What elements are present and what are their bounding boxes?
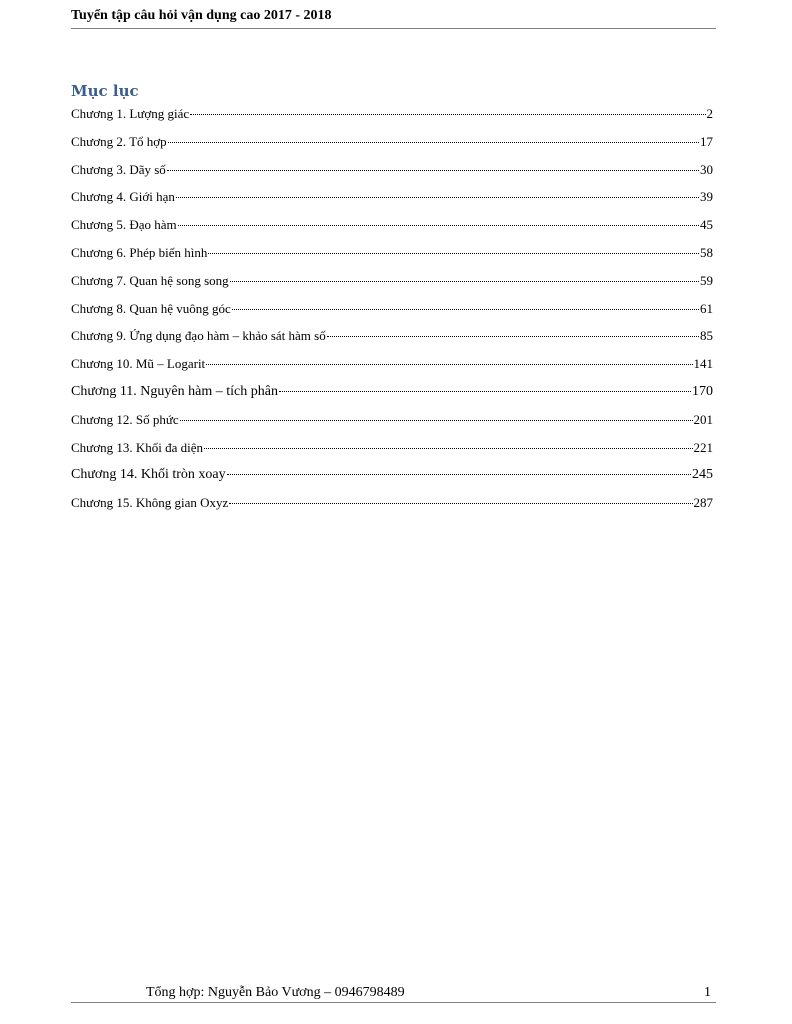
toc-entry-chapter-6[interactable] xyxy=(71,243,713,271)
toc-dot-leader xyxy=(327,335,699,337)
toc-dot-leader xyxy=(176,196,699,198)
header-divider xyxy=(71,28,716,29)
toc-dot-leader xyxy=(180,419,693,421)
toc-entry-page: 141 xyxy=(693,356,713,372)
toc-entry-chapter-1[interactable] xyxy=(71,104,713,132)
toc-dot-leader xyxy=(227,473,691,475)
toc-entry-page: 85 xyxy=(700,328,713,344)
toc-entry-page: 221 xyxy=(693,439,713,455)
toc-entry-label: Chương 5. Đạo hàm xyxy=(71,217,177,233)
toc-dot-leader xyxy=(208,252,699,254)
toc-title: Mục lục xyxy=(71,82,139,100)
toc-entry-page: 39 xyxy=(700,189,713,205)
toc-entry-page: 170 xyxy=(692,383,713,399)
toc-entry-chapter-13[interactable] xyxy=(71,438,713,466)
toc-entry-label: Chương 8. Quan hệ vuông góc xyxy=(71,300,231,316)
toc-dot-leader xyxy=(229,502,692,504)
toc-dot-leader xyxy=(230,280,699,282)
toc-dot-leader xyxy=(168,141,699,143)
toc-entry-chapter-8[interactable] xyxy=(71,299,713,327)
toc-entry-page: 59 xyxy=(700,272,713,288)
toc-entry-label: Chương 14. Khối tròn xoay xyxy=(71,467,226,483)
toc-entry-page: 58 xyxy=(700,244,713,260)
toc-entry-page: 2 xyxy=(706,106,713,121)
toc-entry-label: Chương 12. Số phức xyxy=(71,411,179,427)
toc-entry-chapter-15[interactable] xyxy=(71,493,713,521)
toc-entry-label: Chương 4. Giới hạn xyxy=(71,189,175,205)
footer-author: Tổng hợp: Nguyễn Bảo Vương – 0946798489 xyxy=(146,985,405,1000)
toc-entry-label: Chương 11. Nguyên hàm – tích phân xyxy=(71,383,278,399)
toc-entry-chapter-12[interactable] xyxy=(71,410,713,438)
toc-entry-chapter-7[interactable] xyxy=(71,271,713,299)
toc-dot-leader xyxy=(190,113,705,115)
footer-page-number: 1 xyxy=(704,985,711,1000)
toc-dot-leader xyxy=(178,224,699,226)
page-header-title: Tuyển tập câu hỏi vận dụng cao 2017 - 2018 xyxy=(71,8,332,23)
toc-entry-label: Chương 1. Lượng giác xyxy=(71,106,190,121)
toc-entry-label: Chương 3. Dãy số xyxy=(71,161,166,177)
toc-entry-page: 17 xyxy=(700,133,713,149)
toc-entry-chapter-4[interactable] xyxy=(71,187,713,215)
toc-entry-label: Chương 13. Khối đa diện xyxy=(71,439,203,455)
toc-entry-page: 30 xyxy=(700,161,713,177)
toc-entry-label: Chương 6. Phép biến hình xyxy=(71,244,208,260)
toc-entry-label: Chương 7. Quan hệ song song xyxy=(71,272,229,288)
footer-divider xyxy=(71,1002,716,1003)
toc-entry-chapter-3[interactable] xyxy=(71,160,713,188)
toc-entry-page: 201 xyxy=(693,411,713,427)
toc-list xyxy=(71,104,713,521)
toc-entry-page: 45 xyxy=(700,217,713,233)
toc-entry-page: 61 xyxy=(700,300,713,316)
toc-entry-chapter-2[interactable] xyxy=(71,132,713,160)
toc-dot-leader xyxy=(232,308,699,310)
toc-entry-chapter-5[interactable] xyxy=(71,215,713,243)
toc-dot-leader xyxy=(167,169,699,171)
toc-entry-label: Chương 15. Không gian Oxyz xyxy=(71,495,229,511)
toc-dot-leader xyxy=(279,390,691,392)
toc-entry-chapter-9[interactable] xyxy=(71,326,713,354)
toc-entry-chapter-14[interactable] xyxy=(71,465,713,493)
toc-entry-page: 245 xyxy=(692,467,713,483)
toc-entry-page: 287 xyxy=(693,495,713,511)
toc-entry-label: Chương 2. Tổ hợp xyxy=(71,133,167,149)
toc-entry-label: Chương 9. Ứng dụng đạo hàm – khảo sát hàm số xyxy=(71,328,326,344)
toc-entry-chapter-10[interactable] xyxy=(71,354,713,382)
toc-dot-leader xyxy=(206,363,692,365)
toc-dot-leader xyxy=(204,447,693,449)
toc-entry-chapter-11[interactable] xyxy=(71,382,713,410)
toc-entry-label: Chương 10. Mũ – Logarit xyxy=(71,356,206,372)
